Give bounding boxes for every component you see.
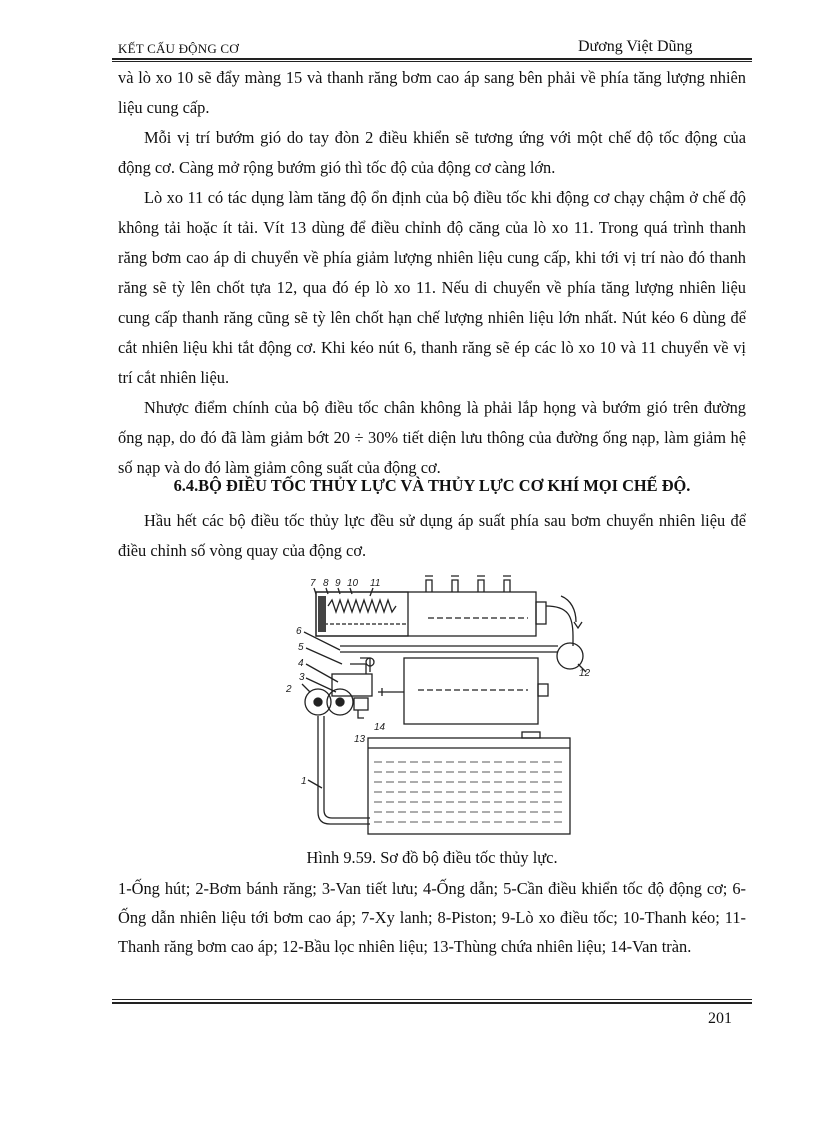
governor-spring — [328, 600, 396, 612]
header-book-title: KẾT CẤU ĐỘNG CƠ — [118, 41, 239, 56]
fuel-level-lines — [374, 762, 566, 822]
paragraph: Nhược điểm chính của bộ điều tốc chân không là phải lắp họng và bướm gió trên đường ống nạp, do đó đã làm giảm bớt 20 ÷ 30% tiết diện lưu thông của đường ống nạp, làm giảm hệ số nạp và do đó làm giảm công suất của động cơ. — [118, 398, 746, 477]
label-12: 12 — [579, 668, 591, 679]
label-13: 13 — [354, 734, 366, 745]
paragraph: Hầu hết các bộ điều tốc thủy lực đều sử dụng áp suất phía sau bơm chuyển nhiên liệu để điều chỉnh số vòng quay của động cơ. — [118, 511, 746, 560]
page-header — [112, 38, 752, 58]
figure-legend: 1-Ống hút; 2-Bơm bánh răng; 3-Van tiết lưu; 4-Ống dẫn; 5-Cần điều khiển tốc độ động cơ; 6-Ống dẫn nhiên liệu tới bơm cao áp; 7-Xy lanh; 8-Piston; 9-Lò xo điều tốc; 10-Thanh kéo; 11-Thanh răng bơm cao áp; 12-Bầu lọc nhiên liệu; 13-Thùng chứa nhiên liệu; 14-Van tràn. — [118, 879, 746, 956]
figure-caption: Hình 9.59. Sơ đồ bộ điều tốc thủy lực. — [306, 848, 558, 867]
engine-block — [404, 658, 538, 724]
label-4: 4 — [298, 658, 304, 669]
label-1: 1 — [301, 776, 307, 787]
label-5: 5 — [298, 642, 304, 653]
paragraph-continuation: và lò xo 10 sẽ đẩy màng 15 và thanh răng bơm cao áp sang bên phải về phía tăng lượng nhiên liệu cung cấp. — [118, 68, 746, 117]
body-text — [118, 63, 746, 483]
section-heading: 6.4.BỘ ĐIỀU TỐC THỦY LỰC VÀ THỦY LỰC CƠ KHÍ MỌI CHẾ ĐỘ. — [173, 476, 691, 495]
footer-rule-thin — [112, 999, 752, 1000]
leader-lines — [302, 588, 373, 788]
header-rule — [112, 58, 752, 60]
governor-diagram — [278, 566, 608, 848]
suction-pipe-1 — [318, 716, 370, 824]
page-number: 201 — [708, 1010, 732, 1027]
throttle-valve-block — [332, 674, 372, 696]
label-2: 2 — [286, 684, 292, 695]
label-8: 8 — [323, 578, 329, 589]
fuel-pipe-6 — [340, 646, 558, 652]
pump-outlets — [426, 580, 510, 592]
label-11: 11 — [370, 578, 381, 589]
label-3: 3 — [299, 672, 305, 683]
section-body — [118, 506, 746, 566]
injection-pump-body — [316, 592, 536, 636]
label-10: 10 — [347, 578, 359, 589]
header-rule-thin — [112, 61, 752, 62]
label-7: 7 — [310, 578, 316, 589]
label-14: 14 — [374, 722, 386, 733]
fuel-tank-13 — [368, 738, 570, 834]
governor-cylinder — [316, 592, 408, 636]
paragraph: Mỗi vị trí bướm gió do tay đòn 2 điều khiển sẽ tương ứng với một chế độ tốc động của động cơ. Càng mở rộng bướm gió thì tốc độ của động cơ càng lớn. — [118, 128, 746, 177]
fuel-line-to-filter — [546, 606, 573, 646]
label-9: 9 — [335, 578, 341, 589]
paragraph: Lò xo 11 có tác dụng làm tăng độ ổn định của bộ điều tốc khi động cơ chạy chậm ở chế độ không tải hoặc ít tải. Vít 13 dùng để điều chỉnh độ căng của lò xo 11. Trong quá trình thanh răng bơm cao áp di chuyển về phía giảm lượng nhiên liệu cung cấp, khi tới vị trí nào đó thanh răng sẽ tỳ lên chốt tựa 12, qua đó ép lò xo 11. Nếu di chuyển về phía tăng lượng nhiên liệu cung cấp thanh răng cũng sẽ tỳ lên chốt hạn chế lượng nhiên liệu lớn nhất. Nút kéo 6 dùng để cắt nhiên liệu khi tắt động cơ. Khi kéo nút 6, thanh răng sẽ ép các lò xo 10 và 11 chuyển về vị trí cắt nhiên liệu. — [118, 188, 746, 387]
label-6: 6 — [296, 626, 302, 637]
header-author: Dương Việt Dũng — [578, 38, 693, 55]
footer-rule — [112, 1002, 752, 1004]
